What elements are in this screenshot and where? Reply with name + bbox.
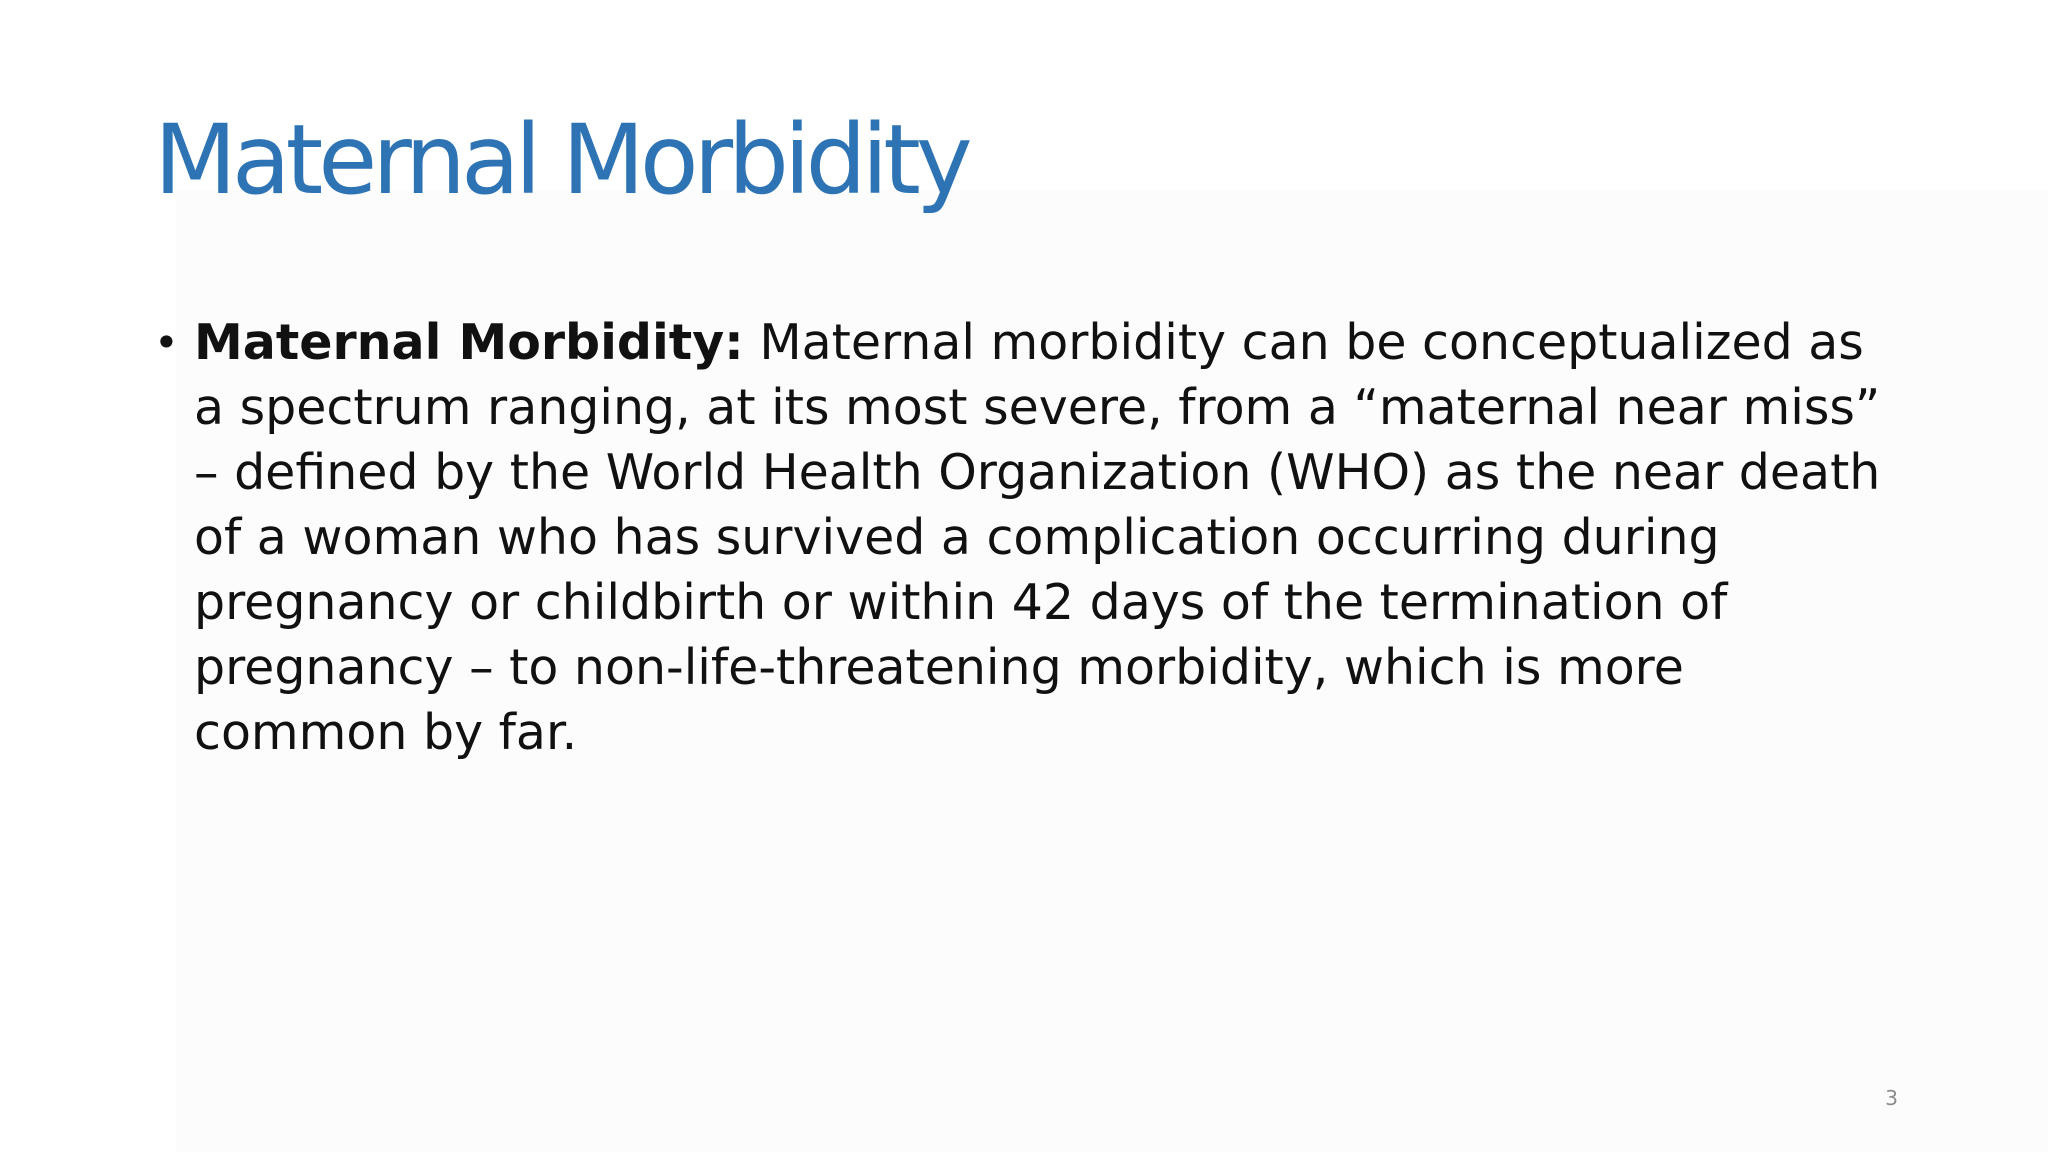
bullet-text: Maternal morbidity can be conceptualized as a spectrum ranging, at its most severe, from a “maternal near miss” – defined by the World Health Organization (WHO) as the near death of a woman who has survived a complication occurring during pregnancy or childbirth or within 42 days of the termination of pregnancy – to non-life-threatening morbidity, which is more common by far. (194, 314, 1881, 761)
bullet-term: Maternal Morbidity: (194, 314, 744, 371)
slide-page-number: 3 (1885, 1086, 1898, 1110)
bullet-list (154, 310, 1894, 765)
bullet-item (154, 310, 1894, 765)
bullet-marker: • (154, 318, 179, 367)
slide-title: Maternal Morbidity (154, 104, 968, 216)
